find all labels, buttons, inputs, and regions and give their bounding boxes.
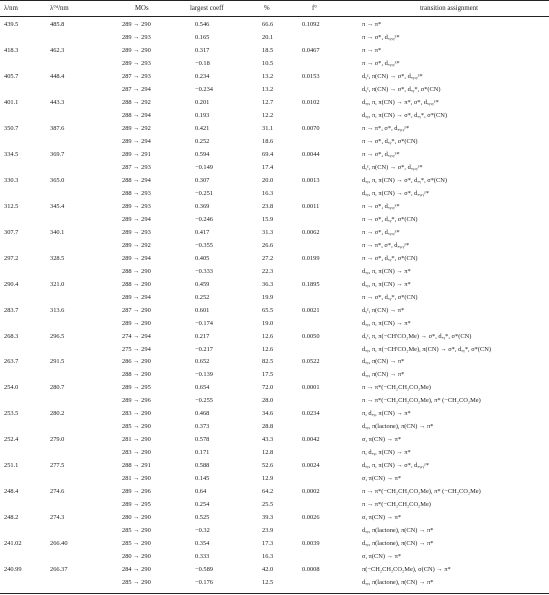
table-row bbox=[0, 306, 549, 317]
cell-lambda-ref: 462.3 bbox=[50, 46, 65, 54]
cell-largest-coeff: 0.588 bbox=[195, 462, 210, 470]
cell-largest-coeff: 0.601 bbox=[195, 306, 210, 314]
cell-transition-assignment: dₓᵧ, π, π(CN) → π*, σ*, dₓᵧ,ᵧᶻ* bbox=[362, 98, 439, 106]
cell-lambda-ref: 321.0 bbox=[50, 280, 65, 288]
cell-oscillator-strength: 0.0050 bbox=[302, 332, 320, 340]
cell-largest-coeff: −0.174 bbox=[195, 319, 213, 327]
cell-largest-coeff: −0.255 bbox=[195, 397, 213, 405]
cell-lambda-ref: 448.4 bbox=[50, 72, 65, 80]
header-percent: % bbox=[264, 5, 270, 12]
cell-largest-coeff: 0.307 bbox=[195, 176, 210, 184]
cell-transition-assignment: π, dₓᵧ, π(CN) → π* bbox=[362, 410, 411, 418]
table-row bbox=[0, 357, 549, 368]
cell-transition-assignment: π → σ*, dₓᵧ,ᵧᶻ* bbox=[362, 59, 400, 67]
cell-percent: 13.2 bbox=[262, 72, 274, 80]
table-row bbox=[0, 59, 549, 70]
cell-oscillator-strength: 0.1092 bbox=[302, 21, 320, 28]
cell-percent: 28.0 bbox=[262, 397, 274, 405]
cell-oscillator-strength: 0.0234 bbox=[302, 410, 320, 418]
cell-percent: 25.5 bbox=[262, 501, 274, 509]
cell-percent: 18.6 bbox=[262, 137, 274, 145]
cell-percent: 28.8 bbox=[262, 423, 274, 431]
cell-percent: 65.5 bbox=[262, 306, 274, 314]
cell-transition-assignment: π, dₓᵧ, π(CN) → π* bbox=[362, 449, 411, 457]
cell-largest-coeff: 0.165 bbox=[195, 33, 210, 41]
cell-lambda-ref: 369.7 bbox=[50, 150, 65, 158]
table-row bbox=[0, 435, 549, 446]
table-row bbox=[0, 409, 549, 420]
cell-percent: 72.0 bbox=[262, 384, 274, 392]
cell-transition-assignment: dₓᵧ, π, π(CN) → π* bbox=[362, 319, 411, 327]
cell-largest-coeff: 0.64 bbox=[195, 488, 207, 496]
cell-transition-assignment: π → σ*, dₓᵧ,ᵧᶻ* bbox=[362, 150, 400, 158]
cell-lambda: 283.7 bbox=[4, 306, 19, 314]
cell-lambda-ref: 280.7 bbox=[50, 384, 65, 392]
cell-lambda: 241.02 bbox=[4, 540, 22, 548]
header-lambda: λ/nm bbox=[4, 5, 18, 12]
cell-lambda: 240.99 bbox=[4, 566, 22, 574]
cell-mos: 283 → 290 bbox=[122, 410, 151, 418]
cell-percent: 42.0 bbox=[262, 566, 274, 574]
cell-lambda: 312.5 bbox=[4, 202, 19, 210]
cell-percent: 27.2 bbox=[262, 254, 274, 262]
cell-largest-coeff: 0.468 bbox=[195, 410, 210, 418]
cell-transition-assignment: dᵧᶻ, π(CN) → σ*, dₓᵧ*, σ*(CN) bbox=[362, 85, 441, 93]
cell-lambda-ref: 279.0 bbox=[50, 436, 65, 444]
cell-largest-coeff: 0.333 bbox=[195, 553, 210, 561]
cell-mos: 289 → 293 bbox=[122, 59, 151, 67]
cell-oscillator-strength: 0.0008 bbox=[302, 566, 320, 574]
cell-mos: 289 → 293 bbox=[122, 228, 151, 236]
cell-percent: 17.3 bbox=[262, 540, 274, 548]
cell-mos: 288 → 291 bbox=[122, 462, 151, 470]
cell-transition-assignment: dₓᵧ, π(CN) → π* bbox=[362, 371, 405, 379]
cell-oscillator-strength: 0.0001 bbox=[302, 384, 320, 392]
cell-largest-coeff: −0.333 bbox=[195, 267, 213, 275]
cell-percent: 39.3 bbox=[262, 514, 274, 522]
header-mos: MOs bbox=[135, 5, 149, 12]
cell-transition-assignment: dₓᵧ, π, π(CN) → σ*, dₓᵧ,ᵧᶻ* bbox=[362, 189, 430, 197]
cell-mos: 288 → 294 bbox=[122, 176, 151, 184]
cell-oscillator-strength: 0.0199 bbox=[302, 254, 320, 262]
cell-percent: 23.8 bbox=[262, 202, 274, 210]
table-row bbox=[0, 500, 549, 511]
header-transition-assignment: transition assignment bbox=[420, 5, 478, 12]
cell-percent: 43.3 bbox=[262, 436, 274, 444]
cell-largest-coeff: 0.217 bbox=[195, 332, 210, 340]
cell-percent: 64.2 bbox=[262, 488, 274, 496]
cell-lambda: 263.7 bbox=[4, 358, 19, 366]
cell-lambda-ref: 345.4 bbox=[50, 202, 65, 210]
table-row bbox=[0, 85, 549, 96]
cell-largest-coeff: 0.193 bbox=[195, 111, 210, 119]
cell-lambda: 401.1 bbox=[4, 98, 19, 106]
table-row bbox=[0, 241, 549, 252]
cell-lambda: 248.2 bbox=[4, 514, 19, 522]
table-row bbox=[0, 578, 549, 589]
cell-lambda: 439.5 bbox=[4, 21, 19, 28]
table-row bbox=[0, 526, 549, 537]
cell-percent: 17.4 bbox=[262, 163, 274, 171]
cell-mos: 289 → 290 bbox=[122, 46, 151, 54]
cell-transition-assignment: dₓᵧ, π(lactone), π(CN) → π* bbox=[362, 527, 434, 535]
cell-transition-assignment: dₓᵧ, π, π(CN) → σ*, dₓᵧ,ᵧᶻ* bbox=[362, 462, 430, 470]
cell-mos: 288 → 294 bbox=[122, 111, 151, 119]
cell-percent: 12.6 bbox=[262, 332, 274, 340]
cell-mos: 285 → 290 bbox=[122, 527, 151, 535]
cell-largest-coeff: −0.355 bbox=[195, 241, 213, 249]
cell-largest-coeff: −0.149 bbox=[195, 163, 213, 171]
cell-mos: 280 → 290 bbox=[122, 514, 151, 522]
table-row bbox=[0, 150, 549, 161]
cell-mos: 289 → 291 bbox=[122, 150, 151, 158]
cell-percent: 26.6 bbox=[262, 241, 274, 249]
cell-mos: 283 → 290 bbox=[122, 449, 151, 457]
cell-largest-coeff: −0.32 bbox=[195, 527, 210, 535]
cell-mos: 281 → 290 bbox=[122, 475, 151, 483]
table-row bbox=[0, 332, 549, 343]
cell-lambda: 252.4 bbox=[4, 436, 19, 444]
cell-lambda: 297.2 bbox=[4, 254, 19, 262]
cell-lambda-ref: 313.6 bbox=[50, 306, 65, 314]
cell-percent: 12.9 bbox=[262, 475, 274, 483]
cell-percent: 36.3 bbox=[262, 280, 274, 288]
cell-percent: 69.4 bbox=[262, 150, 274, 158]
cell-mos: 287 → 293 bbox=[122, 163, 151, 171]
cell-oscillator-strength: 0.0070 bbox=[302, 124, 320, 132]
cell-mos: 286 → 290 bbox=[122, 358, 151, 366]
cell-transition-assignment: π → σ*, dₓᵧ*, σ*(CN) bbox=[362, 215, 418, 223]
table-row bbox=[0, 215, 549, 226]
cell-transition-assignment: dᵧᶻ, π, π(−CH'CO₂Me) → σ*, dₓᵧ*, σ*(CN) bbox=[362, 332, 472, 340]
cell-largest-coeff: 0.317 bbox=[195, 46, 210, 54]
cell-percent: 20.1 bbox=[262, 33, 274, 41]
cell-transition-assignment: dₓᵧ, π, π(−CH'CO₂Me), π(CN) → σ*, dₓᵧ*, σ*(CN) bbox=[362, 345, 491, 353]
cell-lambda-ref: 274.6 bbox=[50, 488, 65, 496]
cell-largest-coeff: 0.421 bbox=[195, 124, 210, 132]
cell-oscillator-strength: 0.0153 bbox=[302, 72, 320, 80]
cell-largest-coeff: −0.18 bbox=[195, 59, 210, 67]
cell-largest-coeff: −0.246 bbox=[195, 215, 213, 223]
table-row bbox=[0, 20, 549, 31]
cell-percent: 31.1 bbox=[262, 124, 274, 132]
cell-lambda-ref: 387.6 bbox=[50, 124, 65, 132]
cell-percent: 82.5 bbox=[262, 358, 274, 366]
cell-oscillator-strength: 0.0044 bbox=[302, 150, 320, 158]
table-row bbox=[0, 254, 549, 265]
table-row bbox=[0, 539, 549, 550]
cell-oscillator-strength: 0.0522 bbox=[302, 358, 320, 366]
cell-lambda-ref: 296.5 bbox=[50, 332, 65, 340]
table-row bbox=[0, 370, 549, 381]
cell-mos: 280 → 290 bbox=[122, 553, 151, 561]
table-row bbox=[0, 422, 549, 433]
cell-oscillator-strength: 0.0039 bbox=[302, 540, 320, 548]
cell-mos: 289 → 296 bbox=[122, 397, 151, 405]
cell-oscillator-strength: 0.0467 bbox=[302, 46, 320, 54]
cell-largest-coeff: 0.578 bbox=[195, 436, 210, 444]
cell-mos: 287 → 290 bbox=[122, 306, 151, 314]
cell-mos: 289 → 293 bbox=[122, 202, 151, 210]
table-row bbox=[0, 474, 549, 485]
cell-percent: 15.9 bbox=[262, 215, 274, 223]
cell-percent: 16.3 bbox=[262, 553, 274, 561]
cell-largest-coeff: 0.405 bbox=[195, 254, 210, 262]
table-row bbox=[0, 565, 549, 576]
cell-largest-coeff: 0.369 bbox=[195, 202, 210, 210]
table-row bbox=[0, 189, 549, 200]
cell-largest-coeff: 0.354 bbox=[195, 540, 210, 548]
cell-oscillator-strength: 0.0013 bbox=[302, 176, 320, 184]
cell-lambda-ref: 328.5 bbox=[50, 254, 65, 262]
cell-transition-assignment: dᵧᶻ, π(CN) → π* bbox=[362, 306, 405, 314]
cell-transition-assignment: dₓᵧ, π(lactone), π(CN) → π* bbox=[362, 423, 434, 431]
table-row bbox=[0, 552, 549, 563]
cell-mos: 275 → 294 bbox=[122, 345, 151, 353]
table-row bbox=[0, 293, 549, 304]
cell-mos: 284 → 290 bbox=[122, 566, 151, 574]
cell-largest-coeff: 0.594 bbox=[195, 150, 210, 158]
table-row bbox=[0, 396, 549, 407]
table-row bbox=[0, 176, 549, 187]
cell-oscillator-strength: 0.1895 bbox=[302, 280, 320, 288]
cell-lambda: 290.4 bbox=[4, 280, 19, 288]
table-row bbox=[0, 202, 549, 213]
cell-lambda: 418.3 bbox=[4, 46, 19, 54]
cell-largest-coeff: 0.252 bbox=[195, 137, 210, 145]
table-row bbox=[0, 487, 549, 498]
cell-transition-assignment: π → π* bbox=[362, 21, 382, 28]
cell-lambda-ref: 485.8 bbox=[50, 21, 65, 28]
cell-percent: 10.5 bbox=[262, 59, 274, 67]
cell-transition-assignment: σ, π(CN) → π* bbox=[362, 436, 402, 444]
cell-lambda-ref: 274.3 bbox=[50, 514, 65, 522]
cell-oscillator-strength: 0.0011 bbox=[302, 202, 320, 210]
cell-transition-assignment: π → σ*, dₓᵧ,ᵧᶻ* bbox=[362, 228, 400, 236]
table-row bbox=[0, 72, 549, 83]
cell-percent: 18.5 bbox=[262, 46, 274, 54]
cell-mos: 289 → 292 bbox=[122, 241, 151, 249]
cell-lambda: 334.5 bbox=[4, 150, 19, 158]
cell-largest-coeff: −0.589 bbox=[195, 566, 213, 574]
cell-lambda: 248.4 bbox=[4, 488, 19, 496]
cell-percent: 16.3 bbox=[262, 189, 274, 197]
cell-transition-assignment: π → π*, σ*, dₓᵧ,ᵧᶻ* bbox=[362, 241, 410, 249]
cell-transition-assignment: π → π* bbox=[362, 46, 382, 54]
cell-largest-coeff: 0.525 bbox=[195, 514, 210, 522]
cell-percent: 66.6 bbox=[262, 21, 274, 28]
cell-largest-coeff: −0.251 bbox=[195, 189, 213, 197]
cell-largest-coeff: 0.145 bbox=[195, 475, 210, 483]
cell-mos: 289 → 295 bbox=[122, 384, 151, 392]
cell-mos: 285 → 290 bbox=[122, 423, 151, 431]
cell-largest-coeff: −0.139 bbox=[195, 371, 213, 379]
table-header bbox=[0, 0, 549, 17]
cell-largest-coeff: 0.546 bbox=[195, 21, 210, 28]
cell-percent: 52.6 bbox=[262, 462, 274, 470]
cell-largest-coeff: 0.234 bbox=[195, 72, 210, 80]
cell-lambda-ref: 365.0 bbox=[50, 176, 65, 184]
cell-mos: 289 → 294 bbox=[122, 215, 151, 223]
table-row bbox=[0, 228, 549, 239]
cell-transition-assignment: dₓᵧ, π, π(CN) → σ*, dₓᵧ*, σ*(CN) bbox=[362, 111, 448, 119]
cell-largest-coeff: −0.176 bbox=[195, 579, 213, 587]
cell-oscillator-strength: 0.0024 bbox=[302, 462, 320, 470]
cell-largest-coeff: −0.217 bbox=[195, 345, 213, 353]
cell-lambda: 251.1 bbox=[4, 462, 19, 470]
cell-percent: 23.9 bbox=[262, 527, 274, 535]
cell-mos: 281 → 290 bbox=[122, 436, 151, 444]
cell-transition-assignment: π → π*(−CH₂CH₂CO₂Me), π* (−CH₂CO₂Me) bbox=[362, 488, 481, 496]
cell-transition-assignment: π → σ*, dₓᵧ*, σ*(CN) bbox=[362, 137, 418, 145]
cell-transition-assignment: dₓᵧ, π, π(CN) → π* bbox=[362, 267, 411, 275]
table-row bbox=[0, 513, 549, 524]
cell-lambda: 254.0 bbox=[4, 384, 19, 392]
cell-transition-assignment: σ, π(CN) → π* bbox=[362, 514, 402, 522]
cell-transition-assignment: π → π*(−CH₂CH₂CO₂Me) bbox=[362, 501, 431, 509]
table-row bbox=[0, 33, 549, 44]
cell-largest-coeff: 0.652 bbox=[195, 358, 210, 366]
cell-transition-assignment: dₓᵧ, π(lactone), π(CN) → π* bbox=[362, 579, 434, 587]
table-row bbox=[0, 280, 549, 291]
cell-lambda: 253.5 bbox=[4, 410, 19, 418]
cell-lambda-ref: 277.5 bbox=[50, 462, 65, 470]
cell-mos: 287 → 294 bbox=[122, 85, 151, 93]
cell-mos: 274 → 294 bbox=[122, 332, 151, 340]
cell-mos: 288 → 290 bbox=[122, 267, 151, 275]
cell-mos: 287 → 293 bbox=[122, 72, 151, 80]
cell-mos: 289 → 294 bbox=[122, 137, 151, 145]
table-row bbox=[0, 461, 549, 472]
cell-largest-coeff: 0.459 bbox=[195, 280, 210, 288]
cell-lambda-ref: 266.40 bbox=[50, 540, 68, 548]
cell-percent: 13.2 bbox=[262, 85, 274, 93]
cell-transition-assignment: π → σ*, dₓᵧ*, σ*(CN) bbox=[362, 254, 418, 262]
cell-transition-assignment: dₓᵧ, π(lactone), π(CN) → π* bbox=[362, 540, 434, 548]
cell-percent: 31.3 bbox=[262, 228, 274, 236]
cell-largest-coeff: −0.234 bbox=[195, 85, 213, 93]
cell-mos: 285 → 290 bbox=[122, 579, 151, 587]
cell-percent: 19.9 bbox=[262, 293, 274, 301]
cell-mos: 289 → 293 bbox=[122, 33, 151, 41]
bottom-rule bbox=[0, 593, 549, 594]
cell-largest-coeff: 0.254 bbox=[195, 501, 210, 509]
cell-mos: 288 → 290 bbox=[122, 280, 151, 288]
cell-mos: 289 → 294 bbox=[122, 293, 151, 301]
cell-percent: 17.5 bbox=[262, 371, 274, 379]
cell-lambda-ref: 443.3 bbox=[50, 98, 65, 106]
cell-oscillator-strength: 0.0026 bbox=[302, 514, 320, 522]
cell-percent: 12.2 bbox=[262, 111, 274, 119]
cell-largest-coeff: 0.171 bbox=[195, 449, 210, 457]
cell-mos: 288 → 290 bbox=[122, 371, 151, 379]
cell-transition-assignment: dₓᵧ, π(CN) → π* bbox=[362, 358, 405, 366]
table-row bbox=[0, 137, 549, 148]
cell-lambda: 268.3 bbox=[4, 332, 19, 340]
cell-lambda: 307.7 bbox=[4, 228, 19, 236]
cell-transition-assignment: π → π*(−CH₂CH₂CO₂Me) bbox=[362, 384, 431, 392]
table-row bbox=[0, 383, 549, 394]
cell-transition-assignment: π → π*(−CH₂CH₂CO₂Me), π* (−CH₂CO₂Me) bbox=[362, 397, 481, 405]
cell-largest-coeff: 0.252 bbox=[195, 293, 210, 301]
cell-largest-coeff: 0.417 bbox=[195, 228, 210, 236]
table-row bbox=[0, 124, 549, 135]
cell-percent: 12.7 bbox=[262, 98, 274, 106]
cell-transition-assignment: π → σ*, dₓᵧ,ᵧᶻ* bbox=[362, 202, 400, 210]
cell-percent: 12.5 bbox=[262, 579, 274, 587]
cell-mos: 289 → 294 bbox=[122, 254, 151, 262]
cell-mos: 288 → 293 bbox=[122, 189, 151, 197]
cell-mos: 285 → 290 bbox=[122, 540, 151, 548]
cell-percent: 19.0 bbox=[262, 319, 274, 327]
cell-lambda: 330.3 bbox=[4, 176, 19, 184]
cell-mos: 289 → 290 bbox=[122, 319, 151, 327]
cell-oscillator-strength: 0.0102 bbox=[302, 98, 320, 106]
cell-mos: 289 → 296 bbox=[122, 488, 151, 496]
cell-oscillator-strength: 0.0062 bbox=[302, 228, 320, 236]
table-row bbox=[0, 448, 549, 459]
cell-lambda-ref: 266.37 bbox=[50, 566, 68, 574]
cell-transition-assignment: π → σ*, dₓᵧ*, σ*(CN) bbox=[362, 293, 418, 301]
table-row bbox=[0, 98, 549, 109]
cell-transition-assignment: π(−CH₂CH₂CO₂Me), σ(CN) → π* bbox=[362, 566, 451, 574]
table-row bbox=[0, 319, 549, 330]
cell-lambda-ref: 291.5 bbox=[50, 358, 65, 366]
cell-mos: 289 → 290 bbox=[122, 21, 151, 28]
cell-transition-assignment: dᵧᶻ, π(CN) → σ*, dₓᵧ,ᵧᶻ* bbox=[362, 163, 423, 171]
cell-lambda: 405.7 bbox=[4, 72, 19, 80]
cell-mos: 289 → 295 bbox=[122, 501, 151, 509]
cell-transition-assignment: π → σ*, dₓᵧ,ᵧᶻ* bbox=[362, 33, 400, 41]
header-oscillator-strength: f° bbox=[312, 5, 317, 12]
cell-transition-assignment: σ, π(CN) → π* bbox=[362, 553, 402, 561]
cell-largest-coeff: 0.201 bbox=[195, 98, 210, 106]
cell-largest-coeff: 0.373 bbox=[195, 423, 210, 431]
cell-percent: 12.6 bbox=[262, 345, 274, 353]
cell-mos: 288 → 292 bbox=[122, 98, 151, 106]
header-lambda-ref: λ°ᵈ/nm bbox=[50, 5, 69, 12]
cell-transition-assignment: dᵧᶻ, π(CN) → σ*, dₓᵧ,ᵧᶻ* bbox=[362, 72, 423, 80]
cell-percent: 12.8 bbox=[262, 449, 274, 457]
header-largest-coeff: largest coeff bbox=[190, 5, 224, 12]
cell-mos: 289 → 292 bbox=[122, 124, 151, 132]
cell-transition-assignment: dₓᵧ, π, π(CN) → σ*, dₓᵧ*, σ*(CN) bbox=[362, 176, 448, 184]
cell-lambda-ref: 340.1 bbox=[50, 228, 65, 236]
table-row bbox=[0, 163, 549, 174]
cell-lambda-ref: 280.2 bbox=[50, 410, 65, 418]
table-row bbox=[0, 345, 549, 356]
cell-transition-assignment: σ, π(CN) → π* bbox=[362, 475, 402, 483]
cell-percent: 22.3 bbox=[262, 267, 274, 275]
cell-oscillator-strength: 0.0021 bbox=[302, 306, 320, 314]
cell-lambda: 350.7 bbox=[4, 124, 19, 132]
cell-transition-assignment: dₓᵧ, π, π(CN) → π* bbox=[362, 280, 411, 288]
cell-transition-assignment: π → π*, σ*, dₓᵧ,ᵧᶻ* bbox=[362, 124, 410, 132]
cell-oscillator-strength: 0.0042 bbox=[302, 436, 320, 444]
table-row bbox=[0, 111, 549, 122]
cell-oscillator-strength: 0.0002 bbox=[302, 488, 320, 496]
cell-largest-coeff: 0.654 bbox=[195, 384, 210, 392]
cell-percent: 20.0 bbox=[262, 176, 274, 184]
table-row bbox=[0, 267, 549, 278]
cell-percent: 34.6 bbox=[262, 410, 274, 418]
table-row bbox=[0, 46, 549, 57]
